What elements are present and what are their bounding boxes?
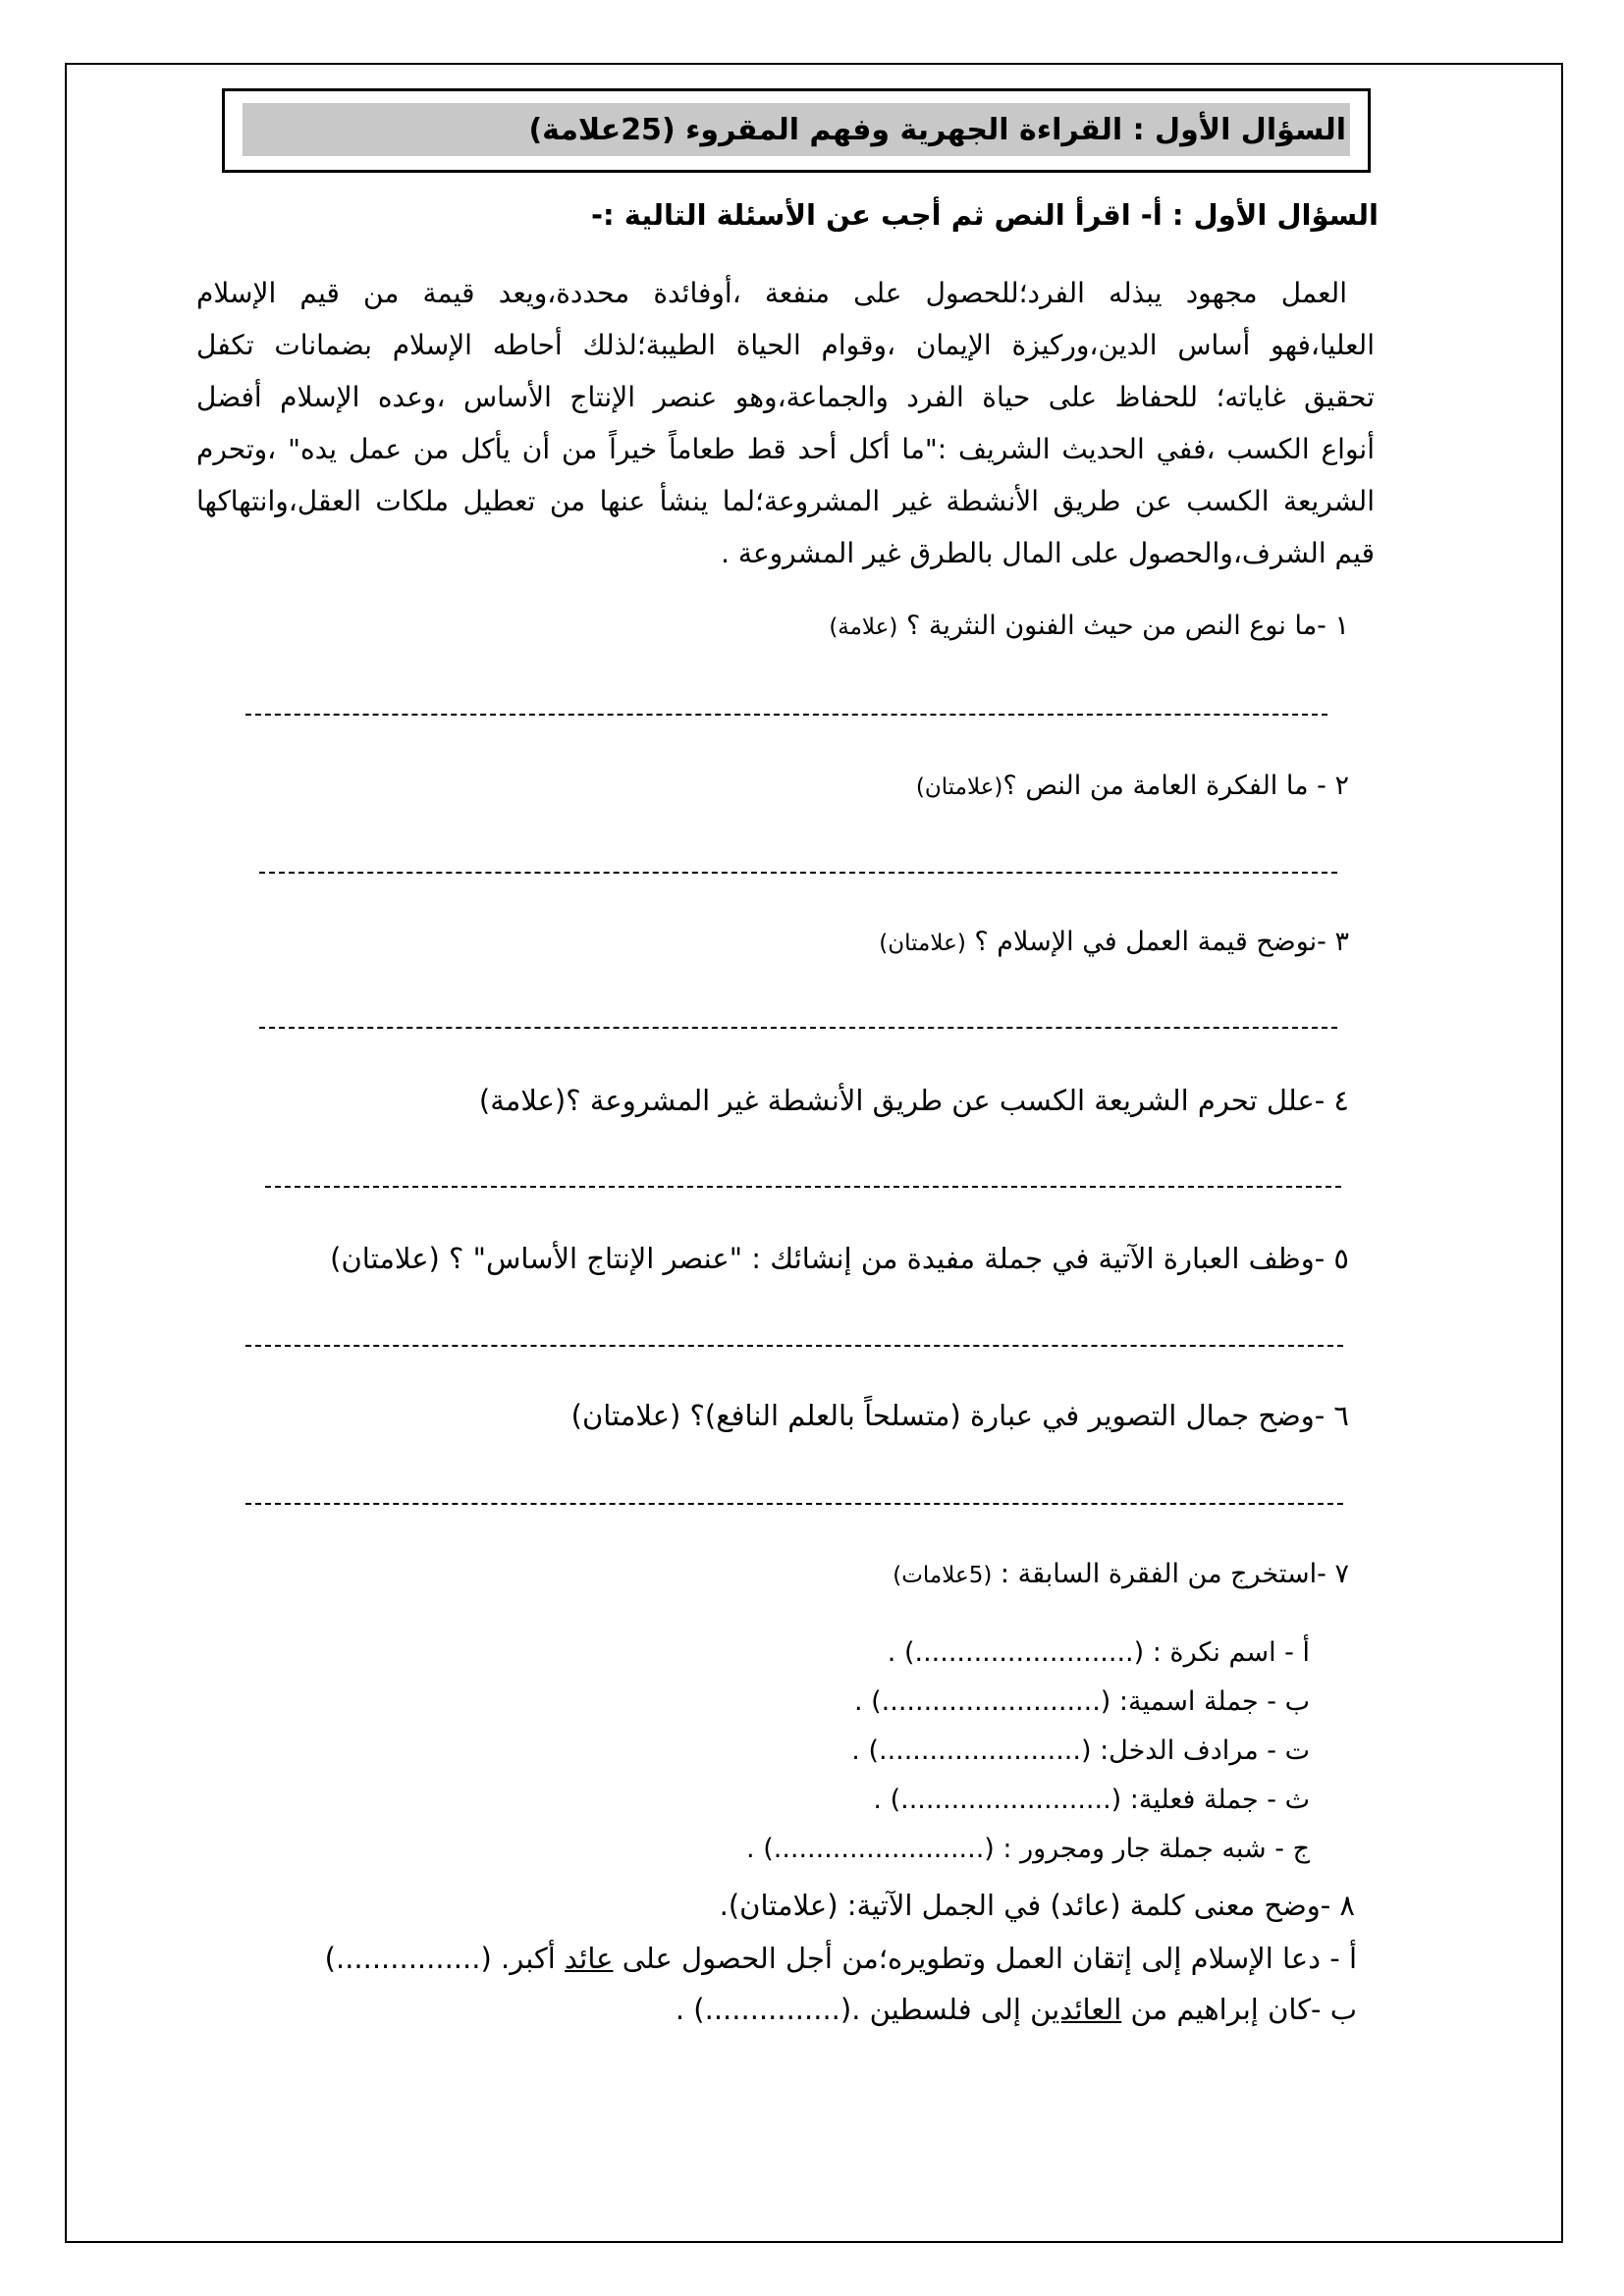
question-4 xyxy=(479,1084,1349,1117)
question-6-text: ٦ -وضح جمال التصوير في عبارة (متسلحاً بالعلم النافع)؟ (علامتان) xyxy=(570,1399,1349,1432)
answer-line-5[interactable] xyxy=(245,1345,1343,1347)
question-6 xyxy=(571,1399,1349,1432)
question-7-text: ٧ -استخرج من الفقرة السابقة : xyxy=(992,1559,1349,1589)
section-header-shading xyxy=(243,103,1350,156)
question-8-sentence-a xyxy=(325,1942,1357,1975)
passage-line: العليا،فهو أساس الدين،وركيزة الإيمان ،وقوام الحياة الطيبة؛لذلك أحاطه الإسلام بضمانات تكفل xyxy=(196,329,1375,361)
answer-line-3[interactable] xyxy=(259,1027,1337,1029)
question-5-text: ٥ -وظف العبارة الآتية في جملة مفيدة من إنشائك : "عنصر الإنتاج الأساس" ؟ (علامتان) xyxy=(330,1242,1349,1275)
section-header-box xyxy=(222,88,1371,173)
answer-line-6[interactable] xyxy=(245,1503,1343,1505)
passage-line: الشريعة الكسب عن طريق الأنشطة غير المشروعة؛لما ينشأ عنها من تعطيل ملكات العقل،وانتهاكها xyxy=(196,485,1375,517)
question-8: ٨ -وضح معنى كلمة (عائد) في الجمل الآتية: (علامتان). xyxy=(719,1889,1355,1922)
passage-line: العمل مجهود يبذله الفرد؛للحصول على منفعة ،أوفائدة محددة،ويعد قيمة من قيم الإسلام xyxy=(196,277,1347,309)
instruction-heading: السؤال الأول : أ- اقرأ النص ثم أجب عن الأسئلة التالية :- xyxy=(590,198,1379,232)
reading-passage xyxy=(196,267,1375,579)
extract-item-a: أ - اسم نكرة : (..........................) . xyxy=(887,1637,1310,1668)
answer-line-2[interactable] xyxy=(259,872,1337,874)
question-4-text: ٤ -علل تحرم الشريعة الكسب عن طريق الأنشطة غير المشروعة ؟(علامة) xyxy=(478,1084,1349,1117)
question-3 xyxy=(879,927,1349,957)
extract-item-j: ج - شبه جملة جار ومجرور : (.........................) . xyxy=(746,1834,1310,1864)
passage-line: تحقيق غاياته؛ للحفاظ على حياة الفرد والجماعة،وهو عنصر الإنتاج الأساس ،وعده الإسلام أفضل xyxy=(196,381,1375,413)
sentence-b-after: إلى فلسطين .(...............) . xyxy=(675,1993,1031,2026)
answer-line-1[interactable] xyxy=(245,714,1327,716)
answer-line-4[interactable] xyxy=(265,1186,1341,1188)
extract-item-th: ث - جملة فعلية: (.........................) . xyxy=(873,1785,1310,1815)
question-7-mark: (5علامات) xyxy=(893,1563,993,1588)
question-2-text: ٢ - ما الفكرة العامة من النص ؟ xyxy=(1002,771,1349,801)
passage-line: قيم الشرف،والحصول على المال بالطرق غير المشروعة . xyxy=(721,537,1375,569)
question-1-text: ١ -ما نوع النص من حيث الفنون النثرية ؟ xyxy=(897,611,1349,641)
question-7 xyxy=(893,1559,1349,1589)
question-3-text: ٣ -نوضح قيمة العمل في الإسلام ؟ xyxy=(965,927,1349,957)
question-1-mark: (علامة) xyxy=(829,614,898,640)
question-2 xyxy=(916,771,1349,801)
section-header-title: السؤال الأول : القراءة الجهرية وفهم المقروء (25علامة) xyxy=(528,112,1346,147)
question-3-mark: (علامتان) xyxy=(879,931,966,956)
question-5 xyxy=(330,1242,1349,1275)
sentence-b-before: ب -كان إبراهيم من xyxy=(1121,1993,1357,2026)
extract-item-b: ب - جملة اسمية: (..........................) . xyxy=(853,1686,1310,1717)
sentence-a-after: أكبر. (................) xyxy=(324,1942,566,1975)
passage-line: أنواع الكسب ،ففي الحديث الشريف :"ما أكل أحد قط طعاماً خيراً من أن يأكل من عمل يده" ،وتحرم xyxy=(196,433,1375,465)
sentence-a-before: أ - دعا الإسلام إلى إتقان العمل وتطويره؛من أجل الحصول على xyxy=(613,1942,1357,1975)
question-1 xyxy=(829,611,1349,641)
question-2-mark: (علامتان) xyxy=(915,774,1003,800)
question-8-sentence-b xyxy=(676,1993,1357,2026)
sentence-a-keyword: عائد xyxy=(565,1942,614,1975)
extract-item-t: ت - مرادف الدخل: (........................) . xyxy=(851,1735,1310,1766)
sentence-b-keyword: العائدين xyxy=(1030,1993,1122,2026)
